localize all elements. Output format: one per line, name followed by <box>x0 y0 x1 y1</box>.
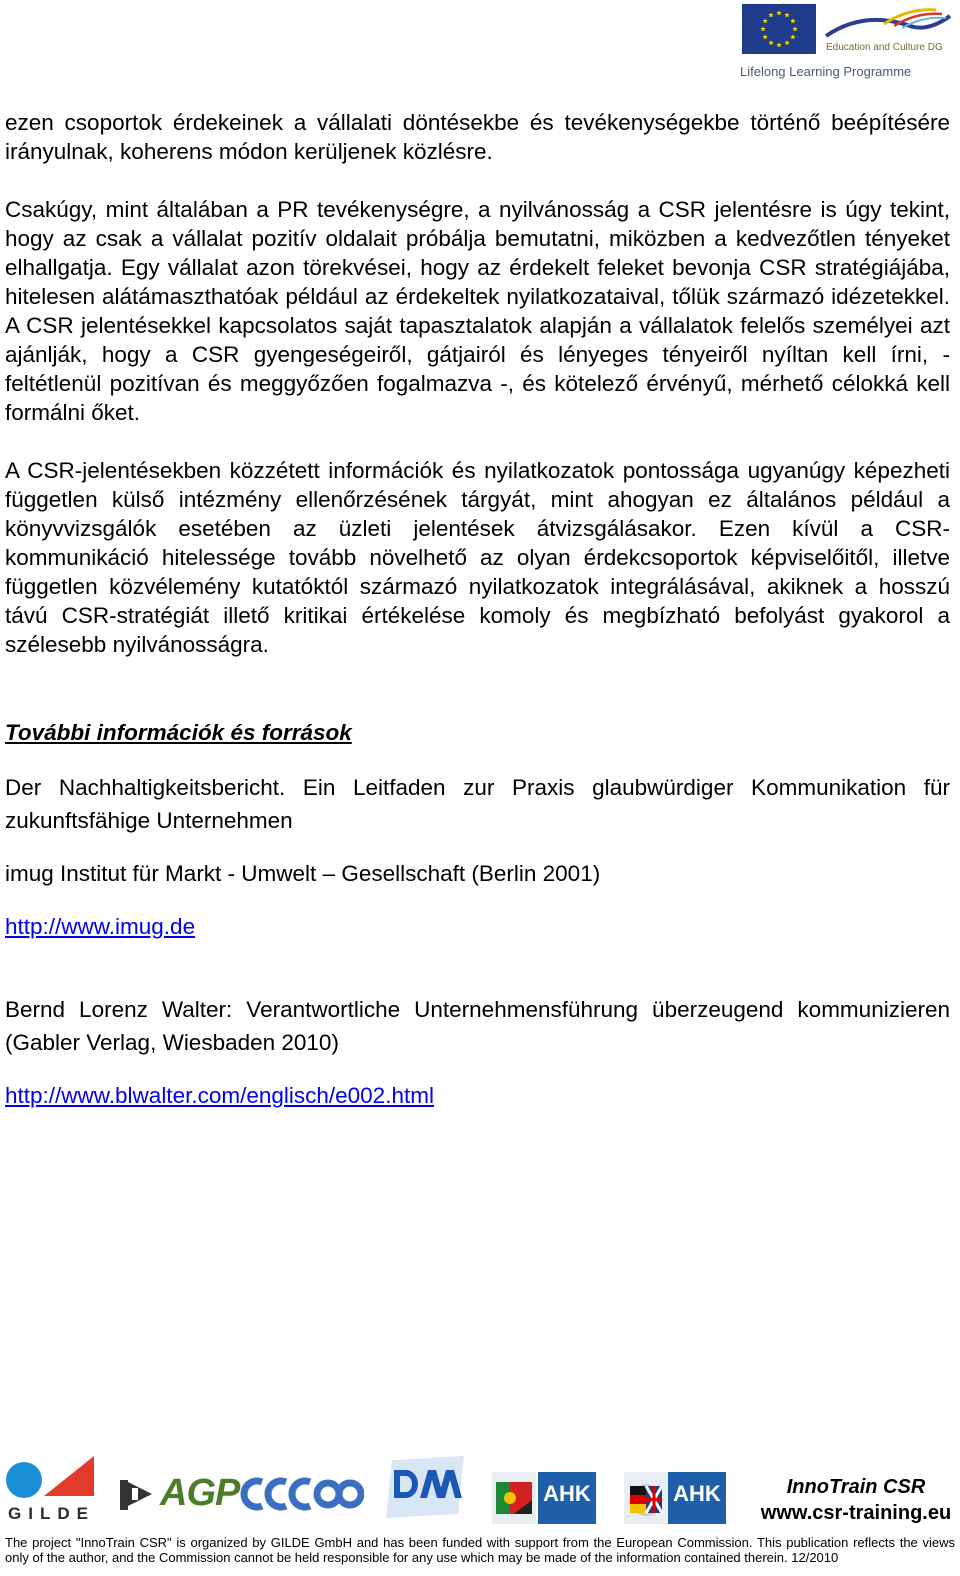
eu-stars <box>742 4 816 54</box>
dg-text: Education and Culture DG <box>826 42 943 53</box>
innotrain-url[interactable]: www.csr-training.eu <box>760 1502 952 1524</box>
germany-uk-flag-icon <box>624 1472 668 1524</box>
portugal-germany-flag-icon <box>492 1472 536 1524</box>
gilde-logo <box>6 1456 94 1522</box>
paragraph-3: A CSR-jelentésekben közzétett információk és nyilatkozatok pontossága ugyanúgy képezheti független külső intézmény ellenőrzésének tárgyát, mint ahogyan ez általános például a könyvvizsgálók esetében az üzleti jelentések átvizsgálásakor. Ezen kívül a CSR-kommunikáció hitelessége tovább növelhető az olyan érdekcsoportok képviselőitől, illetve független közvélemény kutatóktól származó nyilatkozatok integrálásával, akiknek a hosszú távú CSR-stratégiát illető kritikai értékelése komoly és megbízható befolyást gyakorol a szélesebb nyilvánosságra. <box>5 458 950 657</box>
gilde-dot-icon <box>6 1462 42 1498</box>
eu-lifelong-learning-logo <box>740 4 952 84</box>
paragraph-2: Csakúgy, mint általában a PR tevékenységre, a nyilvánosság a CSR jelentésre is úgy tekint, hogy az csak a vállalat pozitív oldalait próbálja bemutatni, miközben a kedvezőtlen tényeket elhallgatja. Egy vállalat azon törekvései, hogy az érdekelt feleket bevonja CSR stratégiájába, hitelesen alátámaszthatóak például az érdekeltek nyilatkozataival, tőlük származó idézetekkel. A CSR jelentésekkel kapcsolatos saját tapasztalatok alapján a vállalatok felelős személyei azt ajánlják, hogy a CSR gyengeségeiről, gátjairól és lényeges tényeiről nyíltan kell írni, - feltétlenül pozitívan és meggyőzően fogalmazva -, és kötelező érvényű, mérhető célokká kell formálni őket. <box>5 197 950 425</box>
programme-text: Lifelong Learning Programme <box>740 64 912 79</box>
reference-2-link-line <box>5 1079 950 1112</box>
ahk-2-text: AHK <box>668 1472 726 1524</box>
blwalter-link[interactable]: http://www.blwalter.com/englisch/e002.html <box>5 1083 434 1108</box>
reference-1-title: Der Nachhaltigkeitsbericht. Ein Leitfaden zur Praxis glaubwürdiger Kommunikation für zukunftsfähige Unternehmen <box>5 775 950 833</box>
innotrain-title: InnoTrain CSR <box>786 1476 926 1498</box>
cecoa-logo-icon <box>240 1474 364 1514</box>
reference-1-publisher: imug Institut für Markt - Umwelt – Gesellschaft (Berlin 2001) <box>5 861 601 886</box>
agp-logo-text: AGP <box>160 1472 240 1514</box>
agp-mark-icon <box>118 1474 158 1514</box>
reference-1-link-line <box>5 910 950 943</box>
agp-logo <box>118 1470 240 1520</box>
reference-2-title: Bernd Lorenz Walter: Verantwortliche Unternehmensführung überzeugend kommunizieren (Gabler Verlag, Wiesbaden 2010) <box>5 997 950 1055</box>
gilde-logo-text: GILDE <box>8 1504 95 1523</box>
education-culture-swoosh-icon <box>824 6 952 42</box>
paragraph-1: ezen csoportok érdekeinek a vállalati döntésekbe és tevékenységekbe történő beépítésére irányulnak, koherens módon kerüljenek közlésre. <box>5 110 950 164</box>
partner-logos <box>0 1452 960 1528</box>
ahk-logo-2 <box>624 1472 726 1524</box>
gilde-triangle-icon <box>44 1456 94 1496</box>
section-heading: További információk és források <box>5 720 352 745</box>
ahk-logo-1 <box>492 1472 596 1524</box>
daa-logo-icon <box>386 1456 464 1518</box>
document-body <box>5 108 950 1112</box>
eu-flag-icon <box>742 4 816 54</box>
innotrain-brand <box>756 1474 956 1526</box>
ahk-1-text: AHK <box>538 1472 596 1524</box>
imug-link[interactable]: http://www.imug.de <box>5 914 196 939</box>
funding-disclaimer: The project "InnoTrain CSR" is organized by GILDE GmbH and has been funded with support from the European Commission. This publication reflects the views only of the author, and the Commission cannot be held responsible for any use which may be made of the information contained therein. 12/2010 <box>5 1535 955 1565</box>
